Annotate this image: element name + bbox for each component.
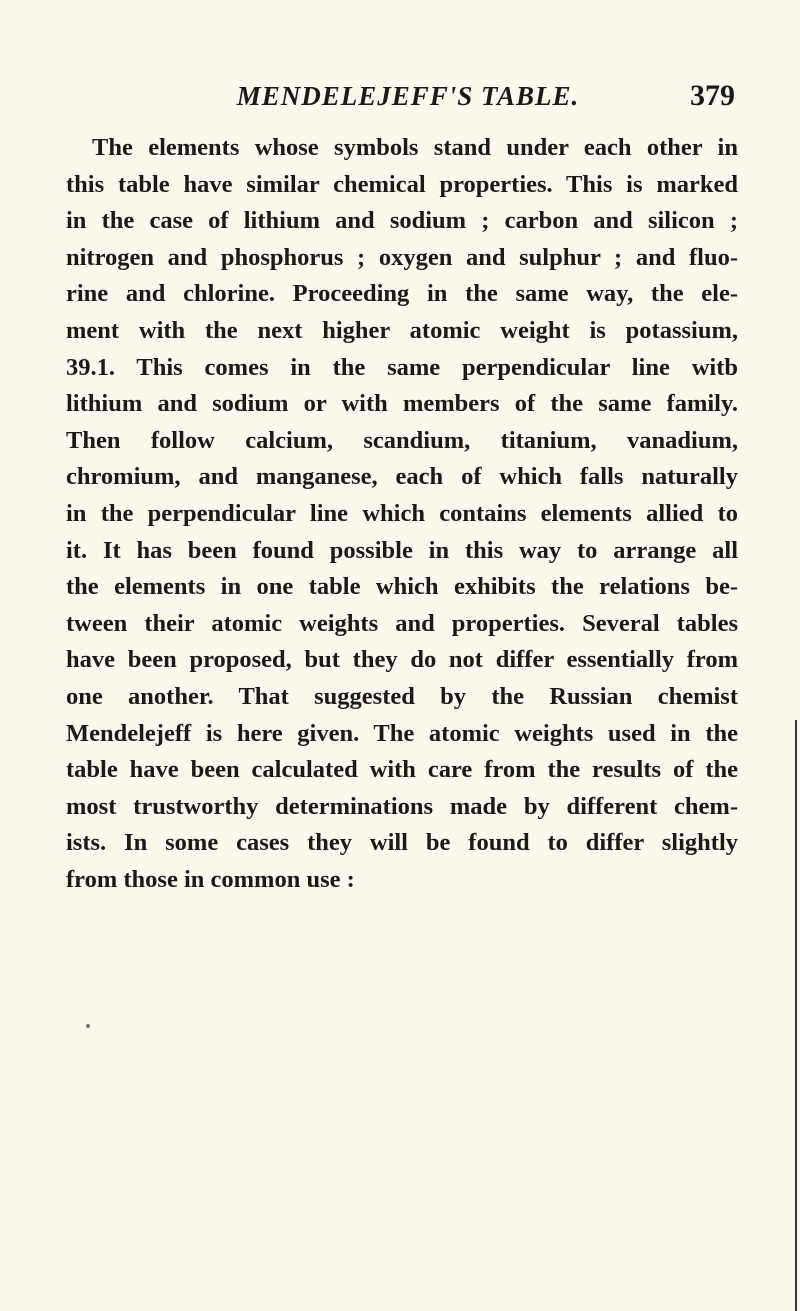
text-line: from those in common use : bbox=[66, 865, 355, 893]
text-line: chromium, and manganese, each of which falls naturally bbox=[66, 463, 738, 491]
text-line: one another. That suggested by the Russian chemist bbox=[66, 682, 738, 710]
text-line: rine and chlorine. Proceeding in the same way, the ele- bbox=[66, 280, 738, 308]
text-line: Then follow calcium, scandium, titanium, vanadium, bbox=[66, 426, 738, 454]
text-line: ists. In some cases they will be found to differ slightly bbox=[66, 829, 738, 857]
text-line: most trustworthy determinations made by different chem- bbox=[66, 792, 738, 820]
text-line: in the perpendicular line which contains elements allied to bbox=[66, 499, 738, 527]
text-line: lithium and sodium or with members of the same family. bbox=[66, 390, 738, 418]
ink-speck bbox=[86, 1024, 90, 1028]
text-line: Mendelejeff is here given. The atomic weights used in the bbox=[66, 719, 738, 747]
text-line: 39.1. This comes in the same perpendicular line witb bbox=[66, 353, 738, 381]
text-line: it. It has been found possible in this way to arrange all bbox=[66, 536, 738, 564]
text-line: this table have similar chemical properties. This is marked bbox=[66, 170, 738, 198]
text-line: The elements whose symbols stand under each other in bbox=[92, 134, 738, 161]
running-head bbox=[0, 76, 800, 116]
page-number: 379 bbox=[690, 79, 735, 112]
body-paragraph bbox=[66, 130, 738, 898]
text-line: table have been calculated with care from the results of the bbox=[66, 756, 738, 784]
text-line: the elements in one table which exhibits the relations be- bbox=[66, 573, 738, 601]
text-line: tween their atomic weights and properties. Several tables bbox=[66, 609, 738, 637]
text-line: have been proposed, but they do not differ essentially from bbox=[66, 646, 738, 674]
text-line: ment with the next higher atomic weight is potassium, bbox=[66, 316, 738, 344]
running-title: MENDELEJEFF'S TABLE. bbox=[236, 81, 580, 111]
text-line: nitrogen and phosphorus ; oxygen and sulphur ; and fluo- bbox=[66, 243, 738, 271]
text-line: in the case of lithium and sodium ; carbon and silicon ; bbox=[66, 207, 738, 235]
page-edge-rule bbox=[795, 720, 797, 1311]
